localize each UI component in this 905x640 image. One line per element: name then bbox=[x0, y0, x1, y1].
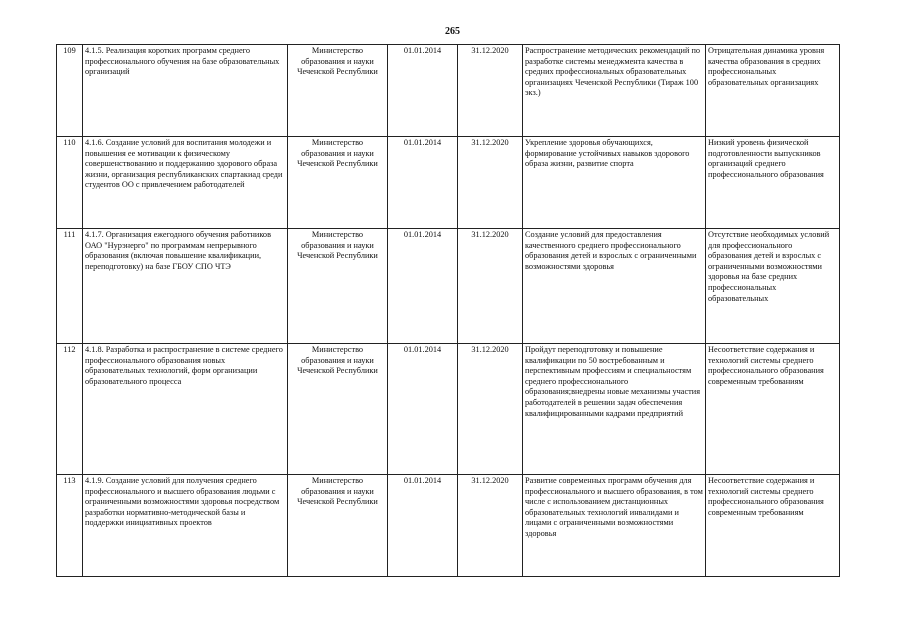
program-measures-table bbox=[56, 44, 840, 577]
start-date-cell: 01.01.2014 bbox=[388, 137, 458, 229]
start-date-cell: 01.01.2014 bbox=[388, 229, 458, 344]
end-date-cell: 31.12.2020 bbox=[458, 45, 523, 137]
measure-cell: 4.1.6. Создание условий для воспитания молодежи и повышения ее мотивации к физическому совершенствованию и поддержанию здорового образа жизни, организация республиканских спартакиад среди студентов ОО с привлечением работодателей bbox=[83, 137, 288, 229]
table-row bbox=[57, 344, 840, 475]
consequence-cell: Отрицательная динамика уровня качества образования в средних профессиональных образовательных организациях bbox=[706, 45, 840, 137]
result-cell: Пройдут переподготовку и повышение квалификации по 50 востребованным и перспективным профессиям и специальностям среднего профессионального образования;внедрены новые механизмы участия работодателей в решении задач обеспечения квалифицированными кадрами предприятий bbox=[523, 344, 706, 475]
consequence-cell: Несоответствие содержания и технологий системы среднего профессионального образования современным требованиям bbox=[706, 344, 840, 475]
end-date-cell: 31.12.2020 bbox=[458, 344, 523, 475]
result-cell: Укрепление здоровья обучающихся, формирование устойчивых навыков здорового образа жизни, развитие спорта bbox=[523, 137, 706, 229]
start-date-cell: 01.01.2014 bbox=[388, 475, 458, 577]
table-row bbox=[57, 137, 840, 229]
consequence-cell: Отсутствие необходимых условий для профессионального образования детей и взрослых с ограниченными возможностями здоровья на базе средних профессиональных образовательных bbox=[706, 229, 840, 344]
end-date-cell: 31.12.2020 bbox=[458, 475, 523, 577]
start-date-cell: 01.01.2014 bbox=[388, 45, 458, 137]
executor-cell: Министерство образования и науки Чеченской Республики bbox=[288, 344, 388, 475]
end-date-cell: 31.12.2020 bbox=[458, 137, 523, 229]
end-date-cell: 31.12.2020 bbox=[458, 229, 523, 344]
consequence-cell: Низкий уровень физической подготовленности выпускников организаций среднего профессионального образования bbox=[706, 137, 840, 229]
result-cell: Развитие современных программ обучения для профессионального и высшего образования, в том числе с использованием дистанционных образовательных технологий инвалидами и лицами с ограниченными возможностями здоровья bbox=[523, 475, 706, 577]
measure-cell: 4.1.9. Создание условий для получения среднего профессионального и высшего образования людьми с ограниченными возможностями здоровья посредством разработки нормативно-методической базы и поддержки инициативных проектов bbox=[83, 475, 288, 577]
executor-cell: Министерство образования и науки Чеченской Республики bbox=[288, 137, 388, 229]
row-number: 109 bbox=[57, 45, 83, 137]
row-number: 110 bbox=[57, 137, 83, 229]
start-date-cell: 01.01.2014 bbox=[388, 344, 458, 475]
executor-cell: Министерство образования и науки Чеченской Республики bbox=[288, 45, 388, 137]
measure-cell: 4.1.7. Организация ежегодного обучения работников ОАО "Нурэнерго" по программам непрерывного образования (включая повышение квалификации, переподготовку) на базе ГБОУ СПО ЧТЭ bbox=[83, 229, 288, 344]
measure-cell: 4.1.5. Реализация коротких программ среднего профессионального обучения на базе образовательных организаций bbox=[83, 45, 288, 137]
executor-cell: Министерство образования и науки Чеченской Республики bbox=[288, 475, 388, 577]
measure-cell: 4.1.8. Разработка и распространение в системе среднего профессионального образования новых образовательных технологий, форм организации образовательного процесса bbox=[83, 344, 288, 475]
row-number: 111 bbox=[57, 229, 83, 344]
page-number: 265 bbox=[445, 26, 460, 37]
result-cell: Распространение методических рекомендаций по разработке системы менеджмента качества в средних профессиональных образовательных организациях Чеченской Республики (Тираж 100 экз.) bbox=[523, 45, 706, 137]
table-row bbox=[57, 229, 840, 344]
row-number: 112 bbox=[57, 344, 83, 475]
result-cell: Создание условий для предоставления качественного среднего профессионального образования детей и взрослых с ограниченными возможностями здоровья bbox=[523, 229, 706, 344]
row-number: 113 bbox=[57, 475, 83, 577]
table-row bbox=[57, 45, 840, 137]
table-row bbox=[57, 475, 840, 577]
executor-cell: Министерство образования и науки Чеченской Республики bbox=[288, 229, 388, 344]
consequence-cell: Несоответствие содержания и технологий системы среднего профессионального образования современным требованиям bbox=[706, 475, 840, 577]
